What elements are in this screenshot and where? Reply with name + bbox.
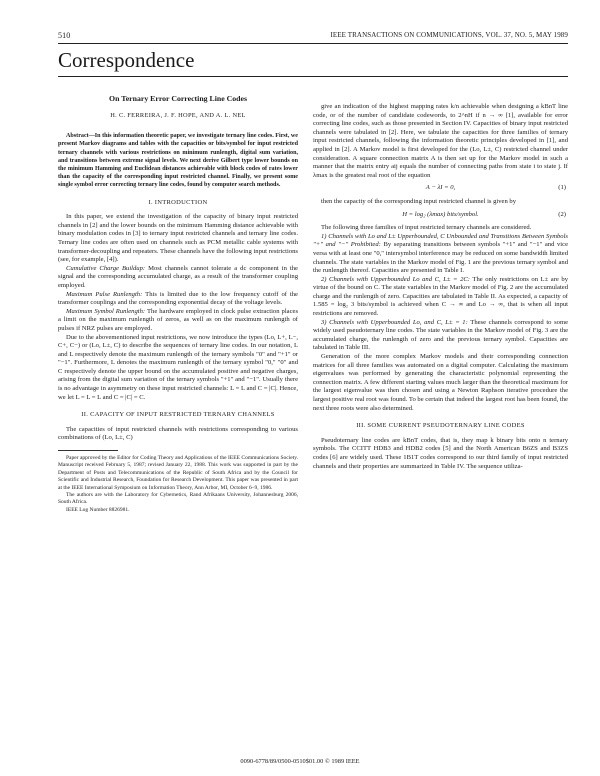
paragraph: give an indication of the highest mapping rates k/n achievable when designing a kBnT line code, or of the number of candidate codewords, to 2^nH if n → ∞ [1], available for error correcting line codes, such as those presented in Section IV. Capacities of binary input restricted channels were tabulated in [2]. Here, we tabulate the capacities for three families of ternary input restricted channels, following the information theoretic principles developed in [1], and applied in [2]. A Markov model is first developed for the (Lo, L±, C) restricted channel under consideration. A square connection matrix A is then set up for the Markov model in such a manner that the matrix entry aij equals the number of connecting paths from state i to state j. If λmax is the greatest real root of the equation [313, 103, 568, 179]
paragraph-run-head: Cumulative Charge Buildup: [66, 264, 146, 272]
footnote: IEEE Log Number 8826981. [66, 506, 130, 513]
section-heading: III. SOME CURRENT PSEUDOTERNARY LINE CODES [356, 422, 525, 430]
paragraph: Pseudoternary line codes are kBnT codes, that is, they map k binary bits onto n ternary symbols. The CCITT HDB3 and HDB2 codes [5] and the North American B6ZS and B3ZS codes [6] are widely used. These 1B1T codes correspond to our third family of input restricted channels and their properties are summarized in Table IV. The sequence utiliza- [313, 436, 568, 470]
paragraph-text: The only restrictions on L± are by virtue of the bound on C. The state variables in the Markov model of Fig. 2 are the accumulated charge and the runlength of zero. Capacities are tabulated in Table II. As expected, a capacity of 1.585 = log₂ 3 bits/symbol is achieved when C → ∞ and Lo → ∞, that is when all input restrictions are removed. [313, 275, 568, 318]
equation-body: H = log₂ (λmax) bits/symbol. [402, 210, 479, 218]
header-rule [58, 43, 568, 44]
section-title: Correspondence [58, 48, 195, 72]
paragraph: Generation of the more complex Markov models and their corresponding connection matrices for all three families was automated on a digital computer. Calculating the maximum eigenvalues was performed by generating the characteristic polynomial representing the connection matrix. A few different starting values much larger than the theoretical maximum for the largest eigenvalue was then chosen and using a Newton Raphson iterative procedure the largest positive real root was found. To be certain that indeed the largest root has been found, the next three roots were also determined. [313, 353, 568, 412]
paragraph-text: This is limited due to the low frequency cutoff of the transformer couplings and the corresponding exponential decay of the voltage levels. [58, 290, 298, 307]
equation [313, 184, 568, 193]
section-heading: II. CAPACITY OF INPUT RESTRICTED TERNARY CHANNELS [81, 411, 275, 419]
paragraph-run-head: 1) Channels with Lo and L± Upperbounded, C Unbounded and Transitions Between Symbols "+" and "−" Prohibited: [313, 232, 568, 249]
section-rule [58, 76, 568, 77]
paragraph: The capacities of input restricted channels with restrictions corresponding to various combinations of (Lo, L±, C) [58, 425, 298, 442]
footnote: Paper approved by the Editor for Coding Theory and Applications of the IEEE Communications Society. Manuscript received February 5, 1987; revised January 22, 1988. This work was supported in part by the Department of Posts and Telecommunications of the Republic of South Africa and by the Council for Scientific and Industrial Research, Foundation for Research Development. This paper was presented in part at the IEEE International Symposium on Information Theory, Ann Arbor, MI, October 6–9, 1986. [58, 455, 298, 491]
equation-number: (1) [558, 184, 566, 192]
section-heading: I. INTRODUCTION [148, 198, 208, 206]
paragraph-run-head: Maximum Symbol Runlength: [66, 307, 146, 315]
paragraph [313, 233, 568, 276]
left-column [58, 95, 298, 514]
equation-body: A − λI = 0, [425, 184, 456, 192]
paragraph: In this paper, we extend the investigation of the capacity of binary input restricted channels in [2] and the lower bounds on the minimum Hamming distance achievable with binary modulation codes in [3] to ternary input restricted channels and ternary line codes. Ternary line codes are often used on channels such as PCM metallic cable systems with transformer-decoupling and repeaters. These channels have the following input restrictions (see, for example, [4]). [58, 213, 298, 264]
paragraph [313, 276, 568, 319]
equation [313, 211, 568, 220]
running-head: IEEE TRANSACTIONS ON COMMUNICATIONS, VOL. 37, NO. 5, MAY 1989 [330, 31, 568, 39]
paragraph: Due to the abovementioned input restrictions, we now introduce the types (Lo, L+, L−, C+, C−) or (Lo, L±, C) to describe the sequences of ternary line codes. In our notation, L and L respectively denote the maximum runlength of the ternary symbols "0" and "+1" or "−1". Furthermore, L denotes the maximum runlength of the ternary symbol "0," "0" and C respectively denote the upper bound on the accumulated positive and negative charges, arising from the digital sum variation of the ternary symbols "+1" and "−1". Usually there is no advantage in asymmetry on these input restricted channels: L = L and C = |C|. Hence, we let L = L = L and C = |C| = C. [58, 333, 298, 401]
paragraph-text: By separating transitions between symbols "+1" and "−1" and vice versa with at least one "0," intersymbol interference may be reduced on some bandwidth limited channels. The state variables in the Markov model of Fig. 1 are the previous ternary symbol and the runlength thereof. Capacities are presented in Table I. [313, 241, 568, 275]
right-column [313, 103, 568, 471]
article-title: On Ternary Error Correcting Line Codes [109, 94, 247, 103]
paragraph-text: Most channels cannot tolerate a dc component in the signal and the corresponding accumulated charge, as a result of the transformer coupling employed. [58, 264, 298, 289]
footnote: The authors are with the Laboratory for Cybernetics, Rand Afrikaans University, Johannesburg 2006, South Africa. [58, 492, 298, 506]
paragraph-run-head: 3) Channels with Upperbounded Lo, and C, L± = 1: [321, 318, 468, 326]
copyright-code: 0090-6778/89/0500-0510$01.00 © 1989 IEEE [240, 758, 360, 765]
footnote-rule [58, 450, 118, 451]
paragraph-run-head: Maximum Pulse Runlength: [66, 290, 143, 298]
paragraph-text: These channels correspond to some widely used pseudoternary line codes. The state variables in the Markov model of Fig. 3 are the accumulated charge, the runlength of zero and the previous ternary symbol. Capacities are tabulated in Table III. [313, 318, 568, 352]
paragraph [58, 308, 298, 334]
paragraph [58, 291, 298, 308]
paragraph [313, 319, 568, 353]
paragraph-run-head: 2) Channels with Upperbounded Lo and C, L± = 2C: [321, 275, 470, 283]
paragraph: The following three families of input restricted ternary channels are considered. [321, 224, 532, 232]
page-number: 510 [58, 31, 71, 40]
paragraph [58, 265, 298, 291]
equation-number: (2) [558, 210, 566, 218]
article-authors: H. C. FERREIRA, J. F. HOPE, AND A. L. NEL [110, 111, 246, 119]
paragraph: then the capacity of the corresponding input restricted channel is given by [321, 197, 517, 205]
paragraph-text: The hardware employed in clock pulse extraction places a limit on the maximum runlength of zeros, as well as on the maximum runlength of pulses if NRZ pulses are employed. [58, 307, 299, 332]
abstract: Abstract—In this information theoretic paper, we investigate ternary line codes. First, we present Markov diagrams and tables with the capacities or bits/symbol for input restricted ternary channels with various restrictions on minimum runlength, digital sum variation, and transitions between extreme signal levels. We next derive Gilbert type lower bounds on the minimum Hamming and Euclidean distances achievable with block codes of rates lower than the capacity of the corresponding input restricted channel. Finally, we present some single symbol error correcting ternary line codes, found by computer search methods. [58, 133, 298, 189]
